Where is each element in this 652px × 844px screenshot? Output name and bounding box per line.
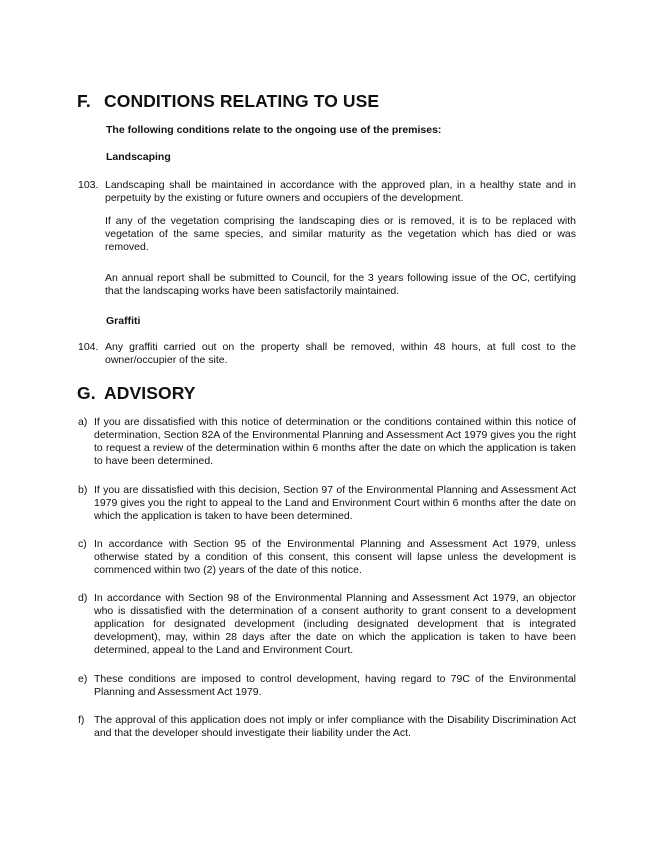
section-f-letter: F. bbox=[77, 91, 91, 111]
advisory-item-c bbox=[78, 538, 576, 577]
advisory-item-text: If you are dissatisfied with this notice of determination or the conditions contained within this notice of determination, Section 82A of the Environmental Planning and Assessment Act 1979 gives you the right to request a review of the determination within 6 months after the date on which the application is taken to have been determined. bbox=[94, 416, 576, 467]
section-f-intro: The following conditions relate to the ongoing use of the premises: bbox=[106, 124, 442, 136]
advisory-item-text: In accordance with Section 98 of the Environmental Planning and Assessment Act 1979, an objector who is dissatisfied with the determination of a consent authority to grant consent to a development application for designated development (including designated development that is integrated development), may, within 28 days after the date on which the application is taken to have been determined, appeal to the Land and Environment Court. bbox=[94, 592, 576, 656]
condition-104-text: Any graffiti carried out on the property shall be removed, within 48 hours, at full cost to the owner/occupier of the site. bbox=[105, 341, 576, 366]
advisory-item-text: If you are dissatisfied with this decision, Section 97 of the Environmental Planning and Assessment Act 1979 gives you the right to appeal to the Land and Environment Court within 6 months after the date on which the application is taken to have been determined. bbox=[94, 484, 576, 522]
advisory-item-label: e) bbox=[78, 673, 88, 685]
graffiti-heading: Graffiti bbox=[106, 315, 141, 327]
landscaping-heading: Landscaping bbox=[106, 151, 171, 163]
advisory-item-label: d) bbox=[78, 592, 88, 604]
section-f-title: CONDITIONS RELATING TO USE bbox=[104, 91, 380, 111]
advisory-item-text: These conditions are imposed to control development, having regard to 79C of the Environmental Planning and Assessment Act 1979. bbox=[94, 673, 576, 698]
condition-103-paragraph-3: An annual report shall be submitted to Council, for the 3 years following issue of the OC, certifying that the landscaping works have been satisfactorily maintained. bbox=[105, 272, 576, 297]
condition-103-paragraph-2: If any of the vegetation comprising the landscaping dies or is removed, it is to be replaced with vegetation of the same species, and similar maturity as the vegetation which has died or was removed. bbox=[105, 215, 576, 253]
advisory-item-label: c) bbox=[78, 538, 87, 550]
section-g-letter: G. bbox=[77, 383, 96, 403]
advisory-item-b bbox=[78, 484, 576, 523]
advisory-item-e bbox=[78, 673, 576, 699]
section-f-heading bbox=[77, 91, 379, 112]
condition-103-text: Landscaping shall be maintained in accordance with the approved plan, in a healthy state and in perpetuity by the existing or future owners and occupiers of the development. bbox=[105, 179, 576, 204]
advisory-item-text: The approval of this application does not imply or infer compliance with the Disability Discrimination Act and that the developer should investigate their liability under the Act. bbox=[94, 714, 576, 739]
advisory-item-a bbox=[78, 416, 576, 468]
advisory-item-text: In accordance with Section 95 of the Environmental Planning and Assessment Act 1979, unless otherwise stated by a condition of this consent, this consent will lapse unless the development is commenced within two (2) years of the date of this notice. bbox=[94, 538, 576, 576]
section-g-title: ADVISORY bbox=[104, 383, 196, 403]
condition-103 bbox=[78, 179, 576, 205]
advisory-item-label: a) bbox=[78, 416, 88, 428]
condition-103-number: 103. bbox=[78, 179, 99, 191]
advisory-item-d bbox=[78, 592, 576, 657]
section-g-heading bbox=[77, 383, 196, 404]
advisory-item-f bbox=[78, 714, 576, 740]
condition-104 bbox=[78, 341, 576, 367]
advisory-item-label: b) bbox=[78, 484, 88, 496]
advisory-item-label: f) bbox=[78, 714, 85, 726]
condition-104-number: 104. bbox=[78, 341, 99, 353]
